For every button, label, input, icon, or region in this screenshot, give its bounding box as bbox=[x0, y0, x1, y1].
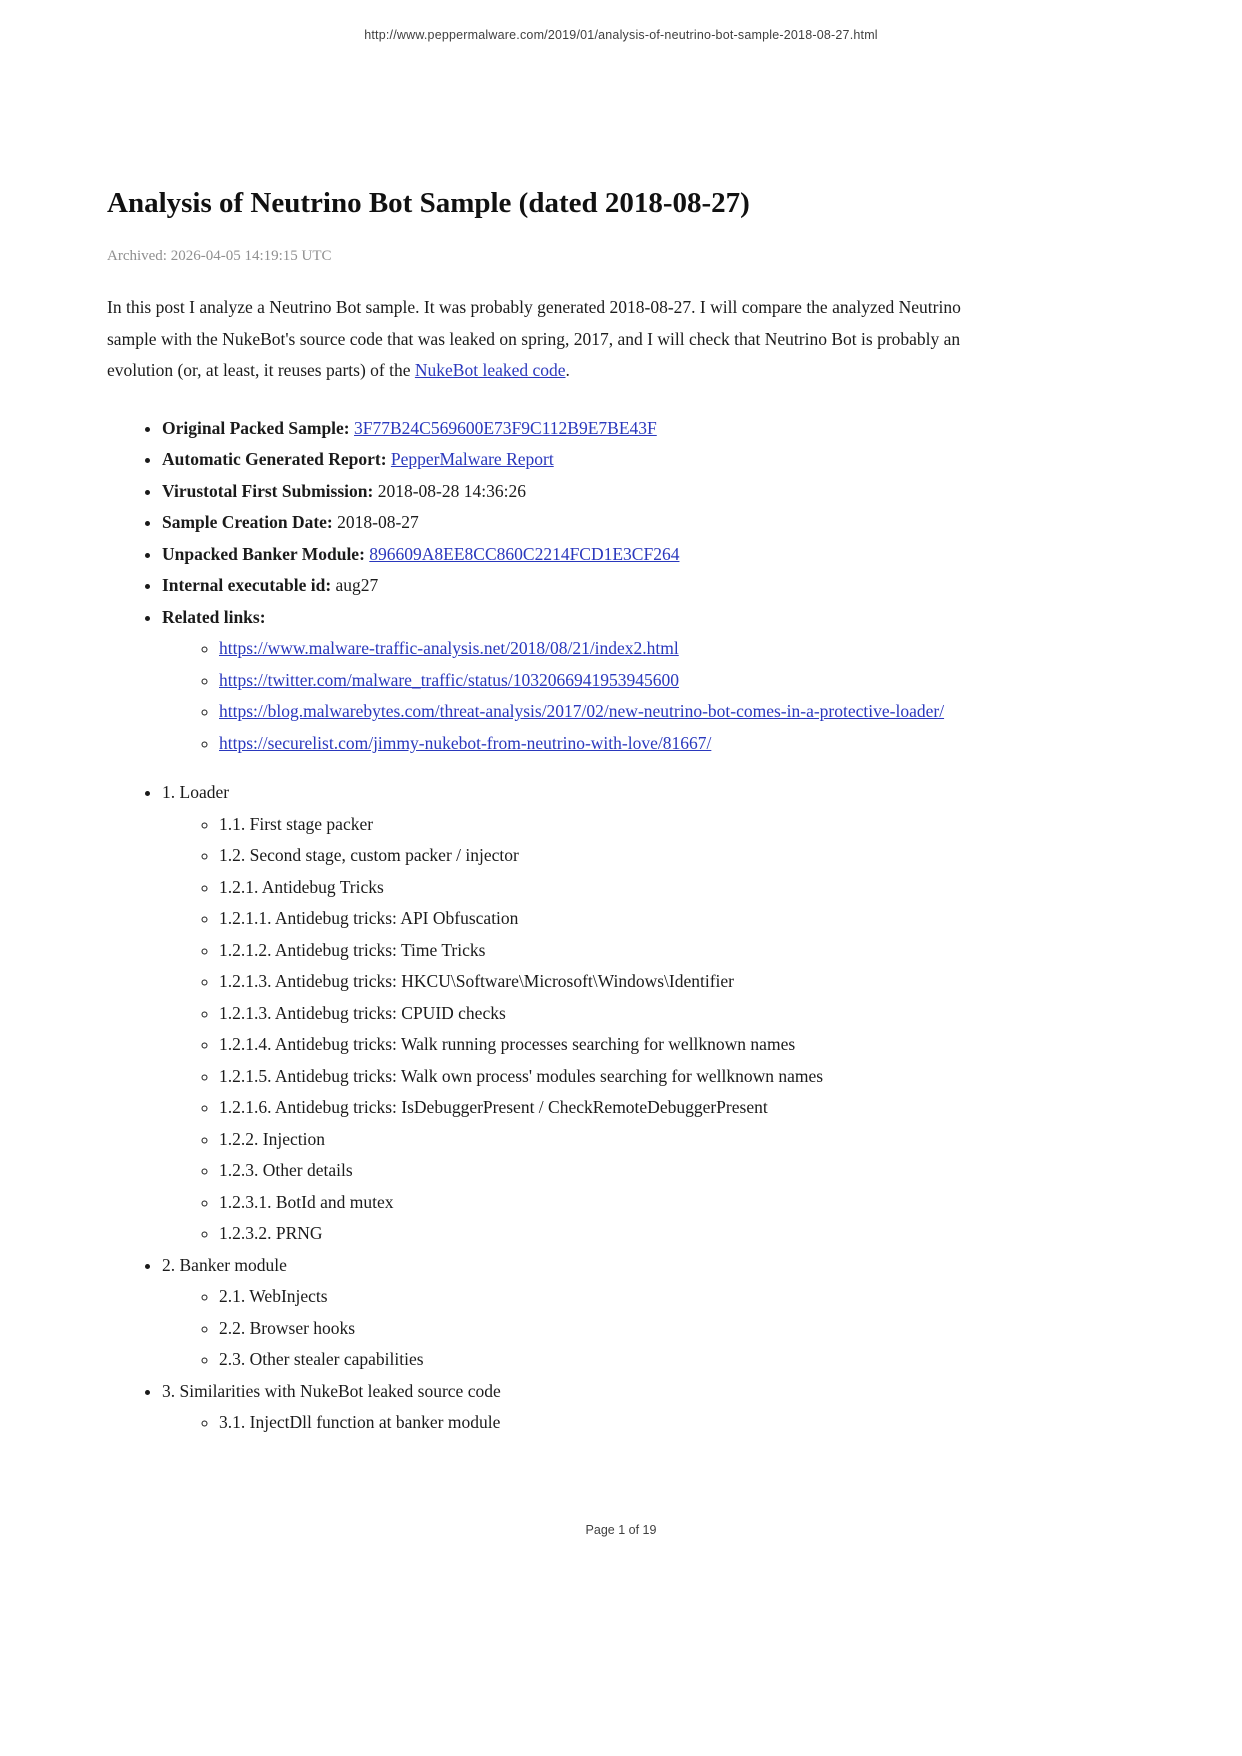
toc-item: ◦ 1.2.1.6. Antidebug tricks: IsDebuggerPresent / CheckRemoteDebuggerPresent bbox=[219, 1092, 989, 1124]
toc-item: ◦ 1.2.1.3. Antidebug tricks: CPUID checks bbox=[219, 998, 989, 1030]
article-content bbox=[107, 0, 989, 1439]
intro-text-2: . bbox=[565, 360, 570, 381]
list-item bbox=[162, 507, 989, 539]
banker-module-hash-link[interactable]: 896609A8EE8CC860C2214FCD1E3CF264 bbox=[369, 543, 680, 564]
toc-item: ◦ 1.2.1. Antidebug Tricks bbox=[219, 872, 989, 904]
toc-section-title: 3. Similarities with NukeBot leaked source code bbox=[162, 1380, 501, 1401]
packed-sample-hash-link[interactable]: 3F77B24C569600E73F9C112B9E7BE43F bbox=[354, 417, 657, 438]
meta-label: Automatic Generated Report: bbox=[162, 449, 387, 470]
toc-item: ◦ 1.2. Second stage, custom packer / injector bbox=[219, 840, 989, 872]
toc-section-title: 2. Banker module bbox=[162, 1254, 287, 1275]
toc-item: ◦ 1.2.3. Other details bbox=[219, 1155, 989, 1187]
toc-section bbox=[162, 1376, 989, 1439]
meta-label: Sample Creation Date: bbox=[162, 512, 333, 533]
related-link[interactable]: https://twitter.com/malware_traffic/status/1032066941953945600 bbox=[219, 669, 679, 690]
toc-section bbox=[162, 1250, 989, 1376]
list-item bbox=[162, 476, 989, 508]
toc-item: ◦ 2.2. Browser hooks bbox=[219, 1313, 989, 1345]
toc-item: ◦ 1.1. First stage packer bbox=[219, 809, 989, 841]
toc-item: ◦ 2.1. WebInjects bbox=[219, 1281, 989, 1313]
list-item bbox=[162, 539, 989, 571]
meta-label: Unpacked Banker Module: bbox=[162, 543, 365, 564]
toc-item: ◦ 1.2.1.2. Antidebug tricks: Time Tricks bbox=[219, 935, 989, 967]
intro-text-1: In this post I analyze a Neutrino Bot sample. It was probably generated 2018-08-27. I will compare the analyzed Neutrino sample with the NukeBot's source code that was leaked on spring, 2017, and I will check that Neutrino Bot is probably an evolution (or, at least, it reuses parts) of the bbox=[107, 297, 961, 381]
toc-section bbox=[162, 777, 989, 1250]
list-item bbox=[162, 602, 989, 760]
toc-item: ◦ 1.2.3.2. PRNG bbox=[219, 1218, 989, 1250]
toc-subsection-list bbox=[162, 1407, 989, 1439]
table-of-contents bbox=[107, 777, 989, 1439]
archived-timestamp: Archived: 2026-04-05 14:19:15 UTC bbox=[107, 248, 332, 265]
list-item bbox=[162, 413, 989, 445]
toc-subsection-list bbox=[162, 1281, 989, 1376]
related-links-list bbox=[162, 633, 989, 759]
meta-label: Virustotal First Submission: bbox=[162, 480, 374, 501]
toc-item: ◦ 2.3. Other stealer capabilities bbox=[219, 1344, 989, 1376]
toc-item: ◦ 1.2.1.5. Antidebug tricks: Walk own process' modules searching for wellknown names bbox=[219, 1061, 989, 1093]
list-item bbox=[219, 665, 989, 697]
toc-item: ◦ 3.1. InjectDll function at banker module bbox=[219, 1407, 989, 1439]
toc-item: ◦ 1.2.1.1. Antidebug tricks: API Obfuscation bbox=[219, 903, 989, 935]
meta-label: Internal executable id: bbox=[162, 575, 332, 596]
meta-value: 2018-08-27 bbox=[337, 512, 419, 533]
toc-section-title: 1. Loader bbox=[162, 782, 230, 803]
sample-meta-list bbox=[107, 413, 989, 760]
list-item bbox=[219, 728, 989, 760]
page-header-url: http://www.peppermalware.com/2019/01/analysis-of-neutrino-bot-sample-2018-08-27.html bbox=[364, 28, 878, 42]
page-title: Analysis of Neutrino Bot Sample (dated 2018-08-27) bbox=[107, 187, 750, 219]
nukebot-leaked-code-link[interactable]: NukeBot leaked code bbox=[414, 360, 566, 381]
list-item bbox=[219, 633, 989, 665]
meta-value: aug27 bbox=[335, 575, 379, 596]
meta-value: 2018-08-28 14:36:26 bbox=[377, 480, 526, 501]
related-link[interactable]: https://blog.malwarebytes.com/threat-analysis/2017/02/new-neutrino-bot-comes-in-a-protective-loader/ bbox=[219, 701, 945, 722]
meta-label: Original Packed Sample: bbox=[162, 417, 350, 438]
page-number: Page 1 of 19 bbox=[585, 1523, 657, 1537]
toc-item: ◦ 1.2.1.3. Antidebug tricks: HKCU\Software\Microsoft\Windows\Identifier bbox=[219, 966, 989, 998]
related-link[interactable]: https://www.malware-traffic-analysis.net/2018/08/21/index2.html bbox=[219, 638, 679, 659]
generated-report-link[interactable]: PepperMalware Report bbox=[390, 449, 554, 470]
intro-paragraph bbox=[107, 292, 989, 387]
toc-item: ◦ 1.2.1.4. Antidebug tricks: Walk running processes searching for wellknown names bbox=[219, 1029, 989, 1061]
toc-subsection-list bbox=[162, 809, 989, 1250]
list-item bbox=[162, 444, 989, 476]
related-link[interactable]: https://securelist.com/jimmy-nukebot-from-neutrino-with-love/81667/ bbox=[219, 732, 712, 753]
list-item bbox=[219, 696, 989, 728]
list-item bbox=[162, 570, 989, 602]
meta-label: Related links: bbox=[162, 606, 266, 627]
toc-item: ◦ 1.2.3.1. BotId and mutex bbox=[219, 1187, 989, 1219]
toc-item: ◦ 1.2.2. Injection bbox=[219, 1124, 989, 1156]
